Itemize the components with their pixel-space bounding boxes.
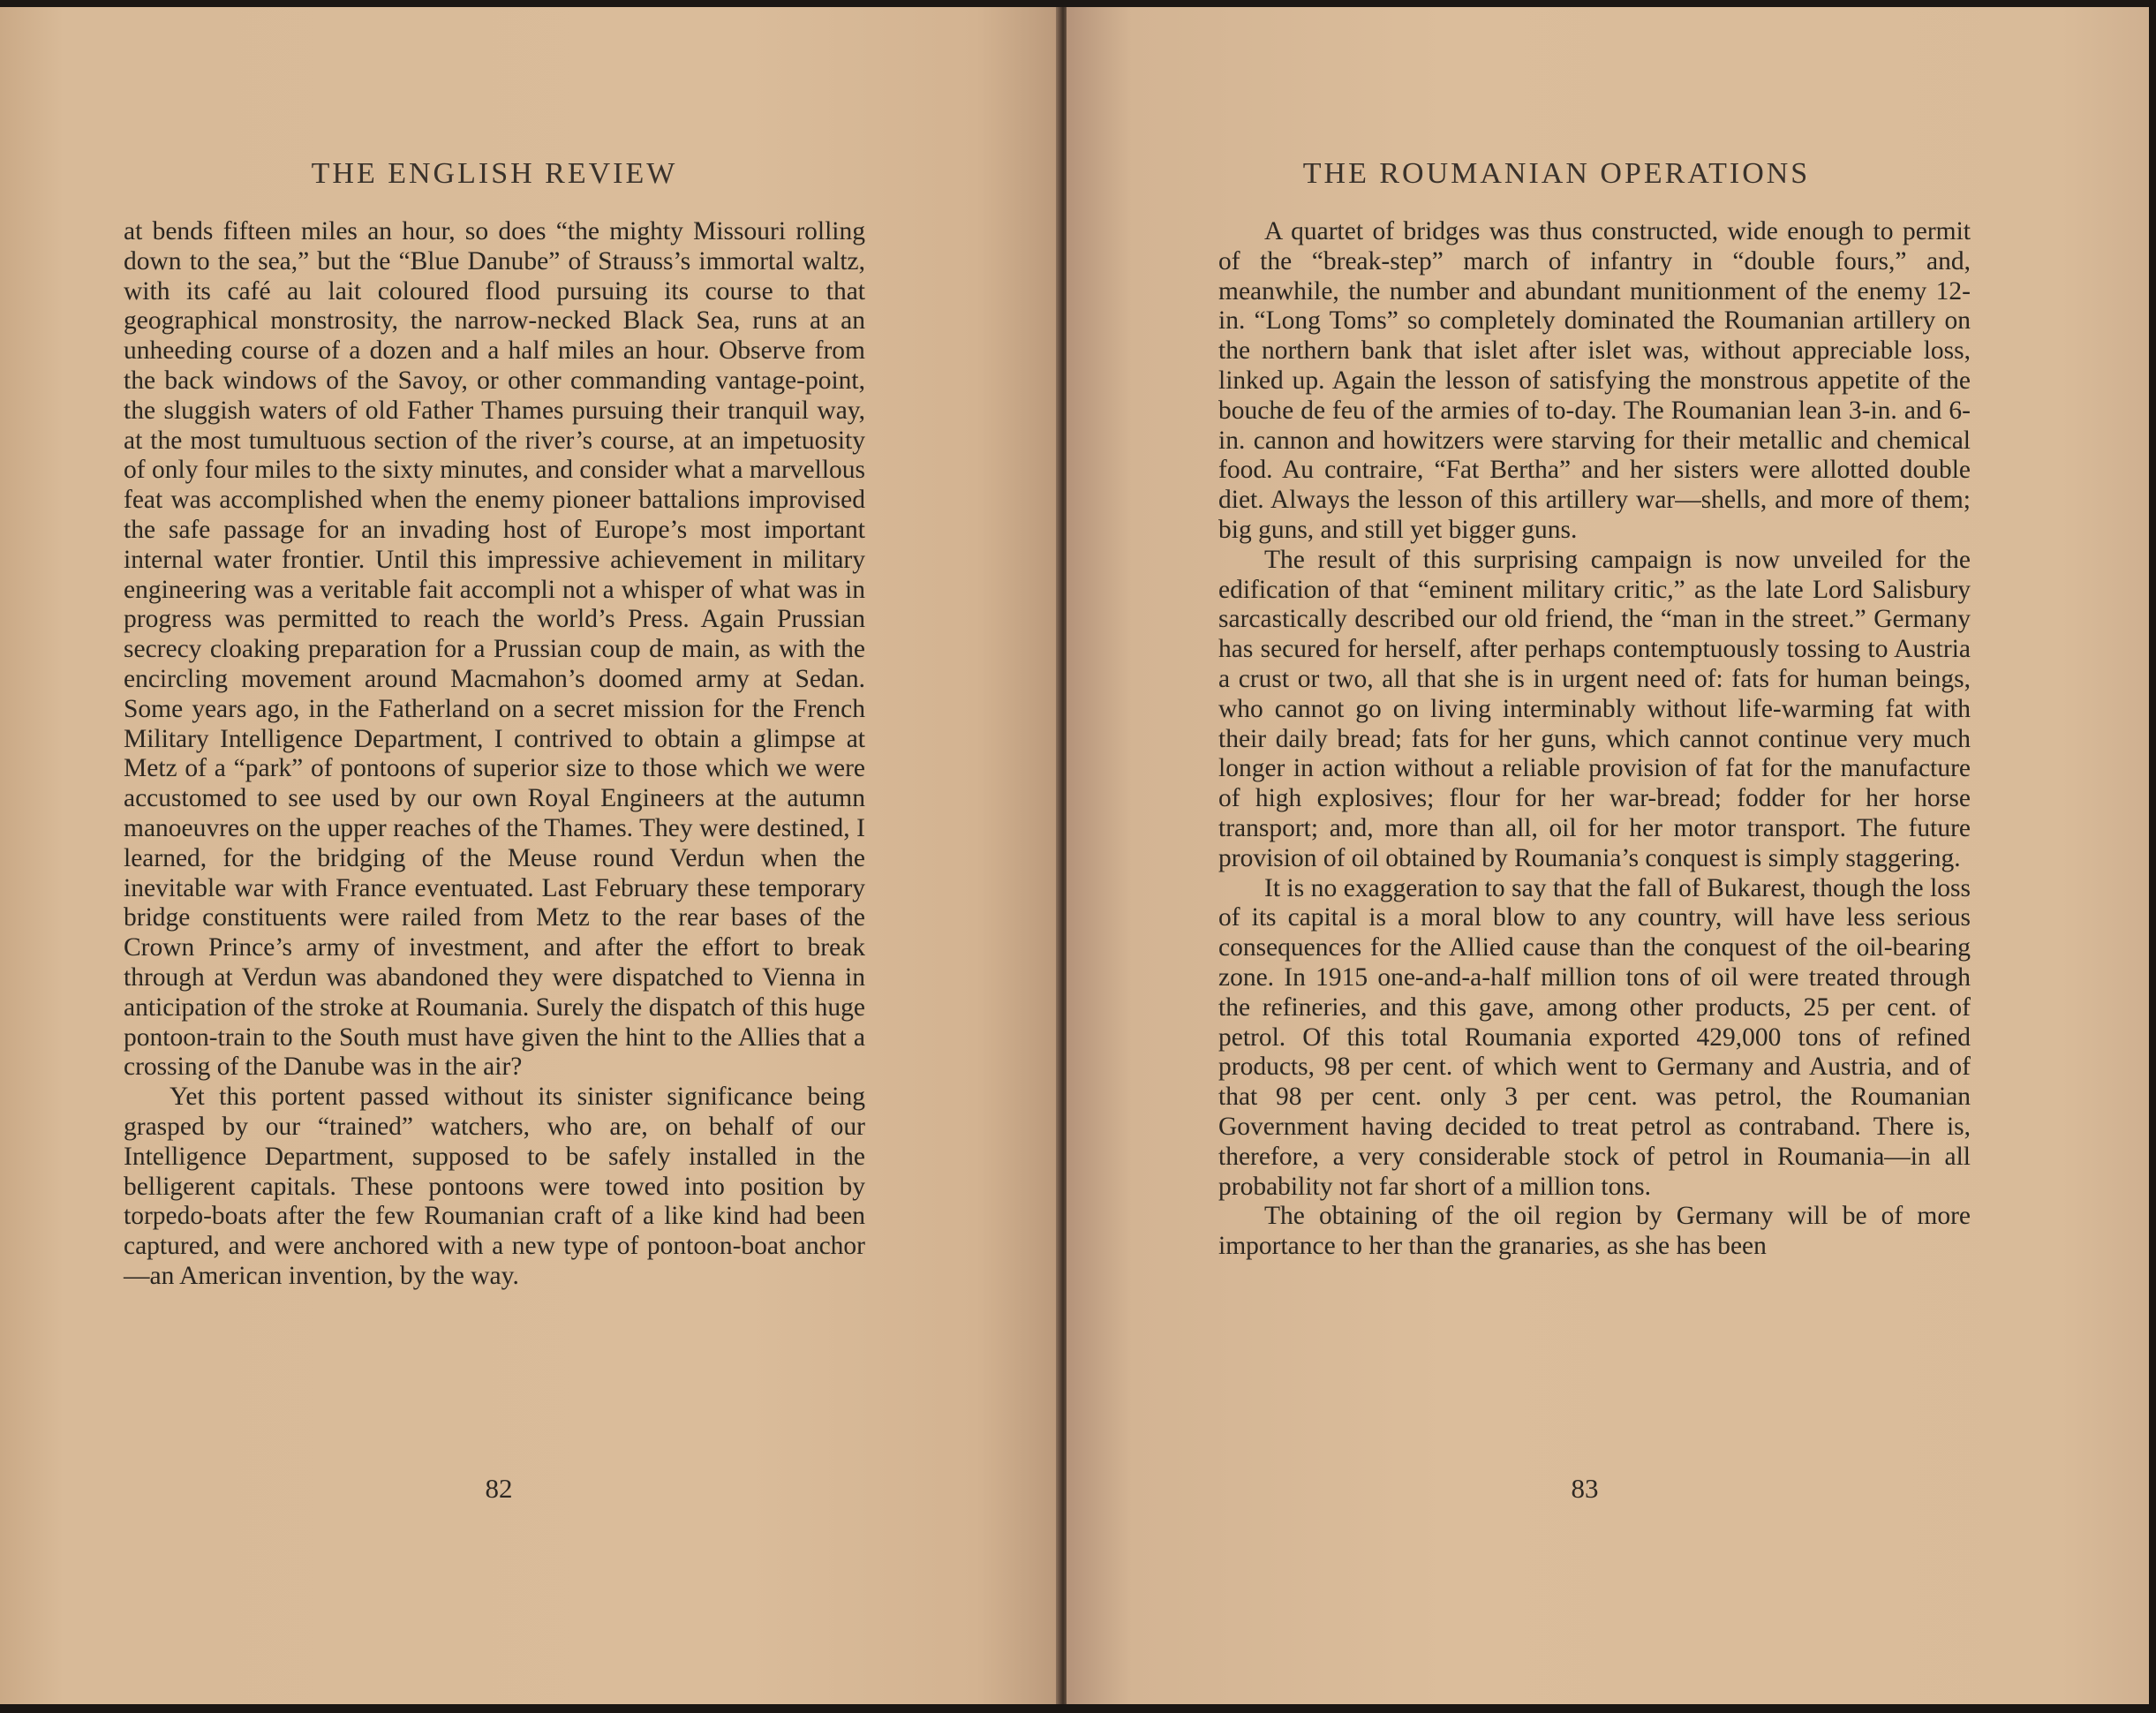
right-page xyxy=(1067,7,2149,1713)
running-head-right: THE ROUMANIAN OPERATIONS xyxy=(1302,157,1811,190)
paragraph: The obtaining of the oil region by Germany will be of more importance to her than the granaries, as she has been xyxy=(1218,1202,1971,1261)
paragraph: A quartet of bridges was thus constructed, wide enough to permit of the “break-step” march of infantry in “double fours,” and, meanwhile, the number and abundant munitionment of the enemy 12-in. “Long Toms” so completely dominated the Roumanian artillery on the northern bank that islet after islet was, without appreciable loss, linked up. Again the lesson of satisfying the monstrous appetite of the bouche de feu of the armies of to-day. The Roumanian lean 3-in. and 6-in. cannon and howitzers were starving for their metallic and chemical food. Au contraire, “Fat Bertha” and her sisters were allotted double diet. Always the lesson of this artillery war—shells, and more of them; big guns, and still yet bigger guns. xyxy=(1218,217,1971,544)
book-spread xyxy=(0,7,2156,1713)
paragraph: Yet this portent passed without its sinister significance being grasped by our “trained” watchers, who are, on behalf of our Intelligence Department, supposed to be safely installed in the belligerent capitals. These pontoons were towed into position by torpedo-boats after the few Roumanian craft of a like kind had been captured, and were anchored with a new type of pontoon-boat anchor —an American invention, by the way. xyxy=(124,1083,865,1290)
left-page xyxy=(0,7,1062,1713)
paragraph: at bends fifteen miles an hour, so does “the mighty Missouri rolling down to the sea,” but the “Blue Danube” of Strauss’s immortal waltz, with its café au lait coloured flood pursuing its course to that geographical monstrosity, the narrow-necked Black Sea, runs at an unheeding course of a dozen and a half miles an hour. Observe from the back windows of the Savoy, or other commanding vantage-point, the sluggish waters of old Father Thames pursuing their tranquil way, at the most tumultuous section of the river’s course, at an impetuosity of only four miles to the sixty minutes, and consider what a marvellous feat was accomplished when the enemy pioneer battalions improvised the safe passage for an invading host of Europe’s most important internal water frontier. Until this impressive achievement in military engineering was a veritable fait accompli not a whisper of what was in progress was permitted to reach the world’s Press. Again Prussian secrecy cloaking preparation for a Prussian coup de main, as with the encircling movement around Macmahon’s doomed army at Sedan. Some years ago, in the Fatherland on a secret mission for the French Military Intelligence Department, I contrived to obtain a glimpse at Metz of a “park” of pontoons of superior size to those which we were accustomed to see used by our own Royal Engineers at the autumn manoeuvres on the upper reaches of the Thames. They were destined, I learned, for the bridging of the Meuse round Verdun when the inevitable war with France eventuated. Last February these temporary bridge constituents were railed from Metz to the rear bases of the Crown Prince’s army of investment, and after the effort to break through at Verdun was abandoned they were dispatched to Vienna in anticipation of the stroke at Roumania. Surely the dispatch of this huge pontoon-train to the South must have given the hint to the Allies that a crossing of the Danube was in the air? xyxy=(124,217,865,1082)
page-number-right: 83 xyxy=(1571,1473,1599,1504)
paragraph: The result of this surprising campaign is now unveiled for the edification of that “eminent military critic,” as the late Lord Salisbury sarcastically described our old friend, the “man in the street.” Germany has secured for herself, after perhaps contemptuously tossing to Austria a crust or two, all that she is in urgent need of: fats for human beings, who cannot go on living interminably without life-warming fat with their daily bread; fats for her guns, which cannot continue very much longer in action without a reliable provision of fat for the manufacture of high explosives; flour for her war-bread; fodder for her horse transport; and, more than all, oil for her motor transport. The future provision of oil obtained by Roumania’s conquest is simply staggering. xyxy=(1218,545,1971,872)
right-page-body xyxy=(1218,217,1971,1262)
scan-border xyxy=(2149,0,2156,1713)
paragraph: It is no exaggeration to say that the fall of Bukarest, though the loss of its capital is a moral blow to any country, will have less serious consequences for the Allied cause than the conquest of the oil-bearing zone. In 1915 one-and-a-half million tons of oil were treated through the refineries, and this gave, among other products, 25 per cent. of petrol. Of this total Roumania exported 429,000 tons of refined products, 98 per cent. of which went to Germany and Austria, and of that 98 per cent. only 3 per cent. was petrol, the Roumanian Government having decided to treat petrol as contraband. There is, therefore, a very considerable stock of petrol in Roumania—in all probability not far short of a million tons. xyxy=(1218,873,1971,1201)
left-page-body xyxy=(124,217,865,1292)
running-head-left: THE ENGLISH REVIEW xyxy=(311,157,678,190)
scan-border xyxy=(0,1704,2156,1713)
page-number-left: 82 xyxy=(485,1473,513,1504)
